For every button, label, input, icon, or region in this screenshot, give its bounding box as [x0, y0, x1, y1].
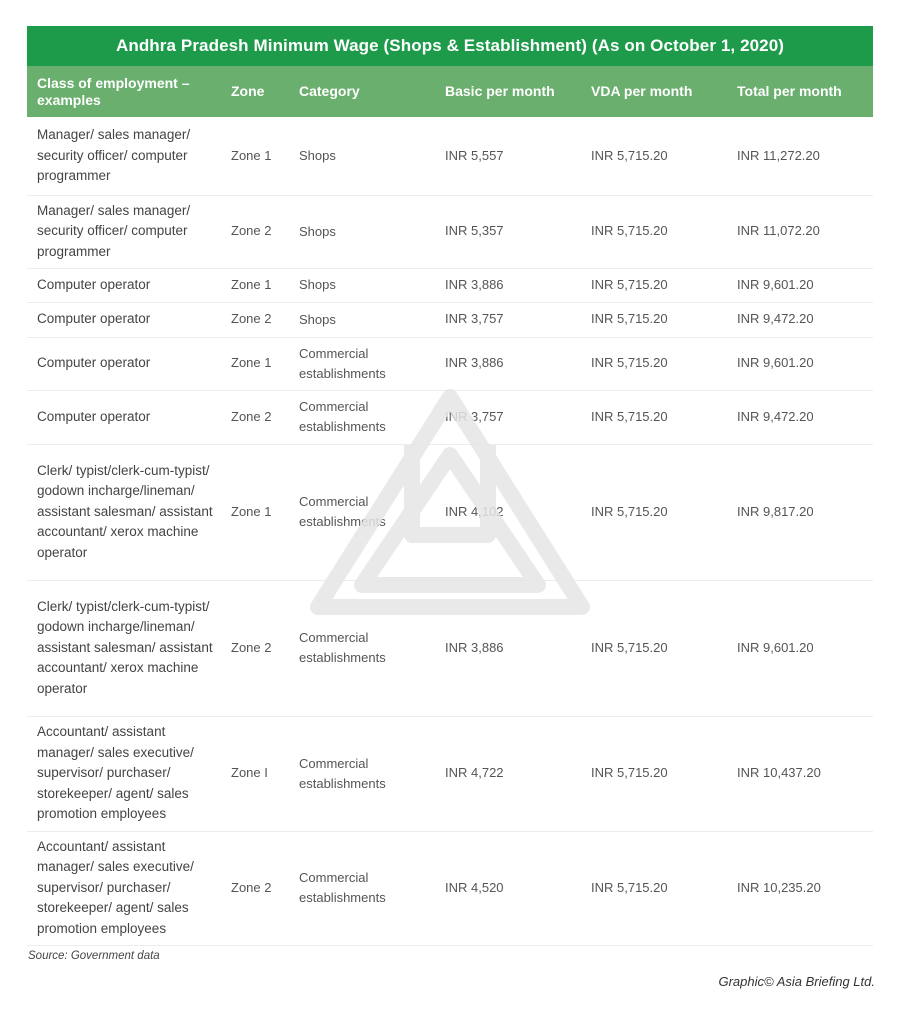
cell-total: INR 10,235.20	[727, 831, 873, 945]
cell-category: Shops	[289, 195, 435, 268]
table-row	[27, 117, 873, 195]
cell-basic: INR 5,557	[435, 117, 581, 195]
cell-vda: INR 5,715.20	[581, 337, 727, 390]
cell-total: INR 9,817.20	[727, 444, 873, 580]
cell-basic: INR 4,722	[435, 716, 581, 831]
cell-zone: Zone I	[221, 716, 289, 831]
cell-category: Commercial establishments	[289, 390, 435, 444]
cell-basic: INR 3,886	[435, 268, 581, 302]
cell-zone: Zone 2	[221, 831, 289, 945]
cell-class: Computer operator	[27, 268, 221, 302]
header-vda: VDA per month	[591, 83, 693, 99]
cell-basic: INR 4,102	[435, 444, 581, 580]
cell-total: INR 9,601.20	[727, 580, 873, 716]
cell-zone: Zone 1	[221, 117, 289, 195]
table-row	[27, 444, 873, 580]
cell-class: Clerk/ typist/clerk-cum-typist/ godown incharge/lineman/ assistant salesman/ assistant accountant/ xerox machine operator	[27, 580, 221, 716]
cell-total: INR 9,472.20	[727, 390, 873, 444]
cell-zone: Zone 1	[221, 268, 289, 302]
cell-total: INR 11,072.20	[727, 195, 873, 268]
cell-category: Shops	[289, 268, 435, 302]
cell-basic: INR 4,520	[435, 831, 581, 945]
cell-total: INR 11,272.20	[727, 117, 873, 195]
cell-category: Commercial establishments	[289, 444, 435, 580]
cell-zone: Zone 1	[221, 337, 289, 390]
cell-total: INR 9,472.20	[727, 302, 873, 337]
cell-vda: INR 5,715.20	[581, 716, 727, 831]
table-row	[27, 337, 873, 390]
cell-class: Computer operator	[27, 302, 221, 337]
cell-zone: Zone 1	[221, 444, 289, 580]
header-basic: Basic per month	[445, 83, 555, 99]
table-row	[27, 716, 873, 831]
table-row	[27, 831, 873, 945]
header-zone: Zone	[231, 83, 265, 99]
table-row	[27, 302, 873, 337]
cell-class: Accountant/ assistant manager/ sales executive/ supervisor/ purchaser/ storekeeper/ agent/ sales promotion employees	[27, 716, 221, 831]
cell-class: Clerk/ typist/clerk-cum-typist/ godown incharge/lineman/ assistant salesman/ assistant accountant/ xerox machine operator	[27, 444, 221, 580]
cell-class: Manager/ sales manager/ security officer/ computer programmer	[27, 195, 221, 268]
cell-basic: INR 3,757	[435, 302, 581, 337]
cell-vda: INR 5,715.20	[581, 444, 727, 580]
table-header-row	[27, 66, 873, 117]
cell-category: Shops	[289, 302, 435, 337]
cell-zone: Zone 2	[221, 390, 289, 444]
cell-zone: Zone 2	[221, 302, 289, 337]
table-row	[27, 195, 873, 268]
cell-vda: INR 5,715.20	[581, 268, 727, 302]
cell-category: Commercial establishments	[289, 337, 435, 390]
cell-basic: INR 5,357	[435, 195, 581, 268]
cell-class: Accountant/ assistant manager/ sales executive/ supervisor/ purchaser/ storekeeper/ agent/ sales promotion employees	[27, 831, 221, 945]
header-category: Category	[299, 83, 360, 99]
table-row	[27, 268, 873, 302]
cell-vda: INR 5,715.20	[581, 580, 727, 716]
cell-total: INR 9,601.20	[727, 337, 873, 390]
cell-vda: INR 5,715.20	[581, 195, 727, 268]
header-class: Class of employment – examples	[37, 74, 190, 108]
wage-table	[27, 66, 873, 946]
cell-vda: INR 5,715.20	[581, 390, 727, 444]
table-title: Andhra Pradesh Minimum Wage (Shops & Establishment) (As on October 1, 2020)	[27, 26, 873, 66]
source-note: Source: Government data	[28, 950, 160, 962]
cell-class: Computer operator	[27, 390, 221, 444]
cell-category: Commercial establishments	[289, 580, 435, 716]
cell-vda: INR 5,715.20	[581, 117, 727, 195]
cell-total: INR 9,601.20	[727, 268, 873, 302]
cell-category: Commercial establishments	[289, 716, 435, 831]
cell-class: Manager/ sales manager/ security officer/ computer programmer	[27, 117, 221, 195]
table-row	[27, 580, 873, 716]
cell-zone: Zone 2	[221, 580, 289, 716]
cell-basic: INR 3,886	[435, 580, 581, 716]
cell-basic: INR 3,886	[435, 337, 581, 390]
cell-total: INR 10,437.20	[727, 716, 873, 831]
cell-vda: INR 5,715.20	[581, 831, 727, 945]
graphic-credit: Graphic© Asia Briefing Ltd.	[718, 974, 875, 989]
cell-vda: INR 5,715.20	[581, 302, 727, 337]
cell-category: Commercial establishments	[289, 831, 435, 945]
cell-category: Shops	[289, 117, 435, 195]
table-row	[27, 390, 873, 444]
cell-zone: Zone 2	[221, 195, 289, 268]
header-total: Total per month	[737, 83, 842, 99]
cell-basic: INR 3,757	[435, 390, 581, 444]
cell-class: Computer operator	[27, 337, 221, 390]
